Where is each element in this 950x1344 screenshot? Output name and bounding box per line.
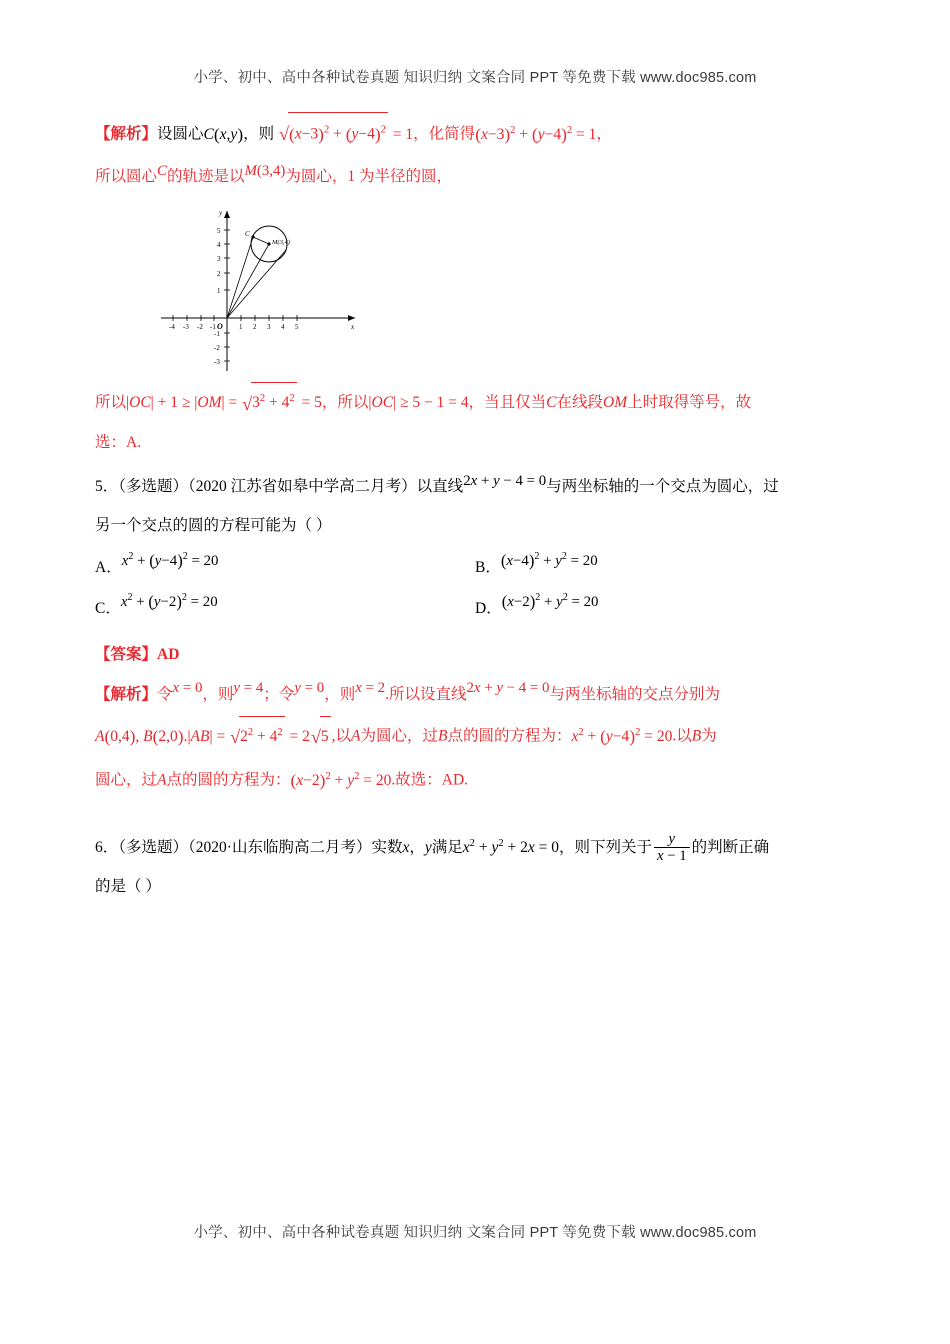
- figure-ytick-5: 5: [217, 227, 221, 236]
- q6-fraction: [654, 831, 690, 866]
- q6-number: 6．: [95, 839, 119, 857]
- watermark-bottom: 小学、初中、高中各种试卷真题 知识归纳 文案合同 PPT 等免费下载 www.doc985.com: [193, 1225, 757, 1241]
- q4-equation-2: $(x-3)^2 + (y-4)^2 = 1$: [475, 124, 597, 144]
- q4-l3-g: C: [546, 394, 557, 412]
- q5-option-b-label: B．: [475, 558, 501, 576]
- q4-l3-h: 在线段: [556, 394, 604, 412]
- q4-solution-line-4: 选：A.: [95, 433, 142, 451]
- q4-l3-i: OM: [603, 394, 628, 412]
- q4-l2-m: M(3,4): [244, 162, 286, 179]
- figure-point-c-label: C: [245, 230, 250, 239]
- q4-l3-a: 所以: [95, 394, 127, 412]
- q5-an-eq2: $(x-2)^2 + y^2 = 20$: [290, 770, 392, 791]
- figure-y-label: y: [219, 209, 223, 218]
- q5-source: （2020 江苏省如皋中学高二月考）: [188, 478, 417, 496]
- q5-option-d-label: D．: [475, 599, 502, 617]
- q4-l3-f: ，当且仅当: [468, 394, 547, 412]
- q5-an-B: B: [438, 727, 448, 745]
- q4-l3-j: 上时取得等号，故: [627, 394, 752, 412]
- q6-frac-den: x − 1: [657, 848, 687, 865]
- figure-xtick--1: -1: [210, 323, 216, 332]
- q4-l2-c: C: [157, 162, 167, 179]
- figure-xtick-4: 4: [281, 323, 285, 332]
- q6-stem-comma: ，: [409, 839, 425, 857]
- q5-an-11: 点的圆的方程为：: [447, 727, 572, 745]
- q6-var-x: x: [402, 839, 410, 857]
- q5-an-2: ，则: [202, 685, 234, 703]
- q5-an-B2: B: [691, 727, 702, 745]
- q5-option-c-label: C．: [95, 599, 121, 617]
- figure-ytick--2: -2: [214, 344, 220, 353]
- q4-text-3: ，化简得: [413, 125, 476, 143]
- q5-an-line-eq: 2x + y − 4 = 0: [466, 680, 550, 697]
- question-6-stem-cont: 的是（ ）: [95, 878, 161, 896]
- q5-an-14: 圆心，过: [95, 771, 158, 789]
- q5-an-5: .所以设直线: [385, 685, 467, 703]
- q5-an-ab: |AB| = √ $2^2 + 4^2 = 2$ √ 5: [187, 728, 331, 745]
- q5-analysis-line-1: [95, 675, 855, 715]
- figure-ytick-4: 4: [217, 241, 221, 250]
- q5-option-a-label: A．: [95, 558, 122, 576]
- q5-an-eq1: $x^2 + (y-4)^2 = 20$: [571, 726, 673, 746]
- q5-an-4: ，则: [324, 685, 356, 703]
- figure-xtick-5: 5: [295, 323, 299, 332]
- coordinate-figure: [155, 203, 370, 378]
- q5-an-12: .以: [672, 727, 692, 745]
- q6-stem-d: 的判断正确: [691, 839, 770, 857]
- q5-an-9: ,以: [331, 727, 352, 745]
- q5-option-d[interactable]: [475, 589, 855, 630]
- q5-an-A: A: [351, 727, 361, 745]
- figure-ytick-1: 1: [217, 287, 221, 296]
- figure-xtick-2: 2: [253, 323, 257, 332]
- q5-option-d-expr: $(x-2)^2 + y^2 = 20$: [501, 591, 599, 611]
- question-5-stem-cont: 另一个交点的圆的方程可能为（ ）: [95, 516, 332, 534]
- q4-text-2: ，则: [243, 125, 275, 143]
- q4-l3-e: |OC| ≥ 5 − 1 = 4: [368, 394, 469, 412]
- q4-circle-center-c: C(x,y): [203, 125, 244, 144]
- q4-text-4: ，: [596, 125, 612, 143]
- q6-source: （2020·山东临朐高二月考）: [188, 839, 372, 857]
- q5-option-a-expr: $x^2 + (y-4)^2 = 20$: [121, 550, 219, 571]
- figure-xtick-1: 1: [239, 323, 243, 332]
- figure-point-m-label: M(3,4): [272, 239, 290, 247]
- q5-an-y4: y = 4: [233, 680, 264, 697]
- watermark-top: 小学、初中、高中各种试卷真题 知识归纳 文案合同 PPT 等免费下载 www.doc985.com: [193, 70, 757, 86]
- q5-an-15: 点的圆的方程为：: [166, 771, 291, 789]
- q5-an-17: AD.: [441, 771, 469, 789]
- q4-text-1: 设圆心: [157, 125, 204, 143]
- q4-equation-1: √ $(x-3)^2 + (y-4)^2 = 1$: [278, 126, 413, 143]
- figure-xtick--3: -3: [183, 323, 189, 332]
- q5-an-10: 为圆心，过: [360, 727, 438, 745]
- q5-an-y0: y = 0: [294, 680, 325, 697]
- q5-line-equation: 2x + y − 4 = 0: [463, 472, 547, 489]
- q6-equation: $x^2 + y^2 + 2x = 0$: [462, 838, 559, 857]
- q5-an-x2: x = 2: [355, 680, 386, 697]
- q5-answer-line: [95, 635, 855, 675]
- q5-option-c-expr: $x^2 + (y-2)^2 = 20$: [120, 591, 218, 611]
- q6-frac-num: y: [654, 831, 690, 849]
- q5-an-points: A(0,4), B(2,0).: [95, 726, 188, 746]
- q4-l3-oc-om: |OC| + 1 ≥ |OM| = √ $3^2 + 4^2 = 5$: [126, 394, 322, 411]
- q5-answer-value: AD: [157, 646, 180, 664]
- q6-type: （多选题）: [118, 839, 189, 857]
- q5-option-row-2: [95, 589, 855, 630]
- q5-an-3: ；令: [263, 685, 295, 703]
- question-6-stem: [95, 829, 855, 868]
- analysis-tag: 【解析】: [95, 125, 158, 143]
- q5-stem-b: 与两坐标轴的一个交点为圆心，过: [546, 478, 779, 496]
- q5-analysis-line-2: [95, 715, 855, 759]
- q6-var-y: y: [424, 839, 432, 857]
- q5-option-b-expr: $(x-4)^2 + y^2 = 20$: [500, 550, 598, 571]
- q5-an-13: 为: [701, 727, 717, 745]
- q6-stem-c: ，则下列关于: [558, 839, 652, 857]
- q5-an-1: 令: [157, 685, 173, 703]
- figure-ytick--1: -1: [214, 330, 220, 339]
- figure-ytick--3: -3: [214, 358, 220, 367]
- figure-xtick--4: -4: [169, 323, 175, 332]
- q5-answer-tag: 【答案】: [95, 646, 158, 664]
- q4-solution-line-3: [95, 382, 855, 423]
- q5-analysis-line-3: [95, 759, 855, 803]
- question-5-options: [95, 548, 855, 630]
- figure-origin-label: O: [217, 322, 223, 332]
- q5-stem-a: 以直线: [416, 478, 464, 496]
- q5-an-16: .故选：: [391, 771, 442, 789]
- figure-ytick-2: 2: [217, 270, 221, 279]
- q5-an-A2: A: [157, 771, 167, 789]
- figure-xtick--2: -2: [197, 323, 203, 332]
- q4-l2-b: 的轨迹是以: [166, 168, 245, 186]
- q5-number: 5．: [95, 478, 119, 496]
- document-content: [95, 112, 855, 907]
- figure-ytick-3: 3: [217, 255, 221, 264]
- q5-analysis-tag: 【解析】: [95, 685, 158, 703]
- coordinate-figure-svg: [155, 203, 370, 378]
- q5-option-c[interactable]: [95, 589, 475, 630]
- q4-l2-a: 所以圆心: [95, 168, 158, 186]
- q6-stem-b: 满足: [431, 839, 463, 857]
- q4-solution-line-1: [95, 112, 855, 157]
- figure-xtick-3: 3: [267, 323, 271, 332]
- question-5-stem: [95, 468, 855, 507]
- figure-x-label: x: [351, 323, 355, 332]
- q4-solution-line-2: [95, 157, 855, 197]
- q5-an-x0: x = 0: [172, 680, 203, 697]
- q6-stem-a: 实数: [371, 839, 403, 857]
- q4-l2-d: 为圆心，1 为半径的圆，: [285, 168, 453, 186]
- q5-option-row-1: [95, 548, 855, 589]
- q5-an-6: 与两坐标轴的交点分别为: [549, 685, 720, 703]
- q4-l3-d: ，所以: [321, 394, 369, 412]
- q5-type: （多选题）: [118, 478, 189, 496]
